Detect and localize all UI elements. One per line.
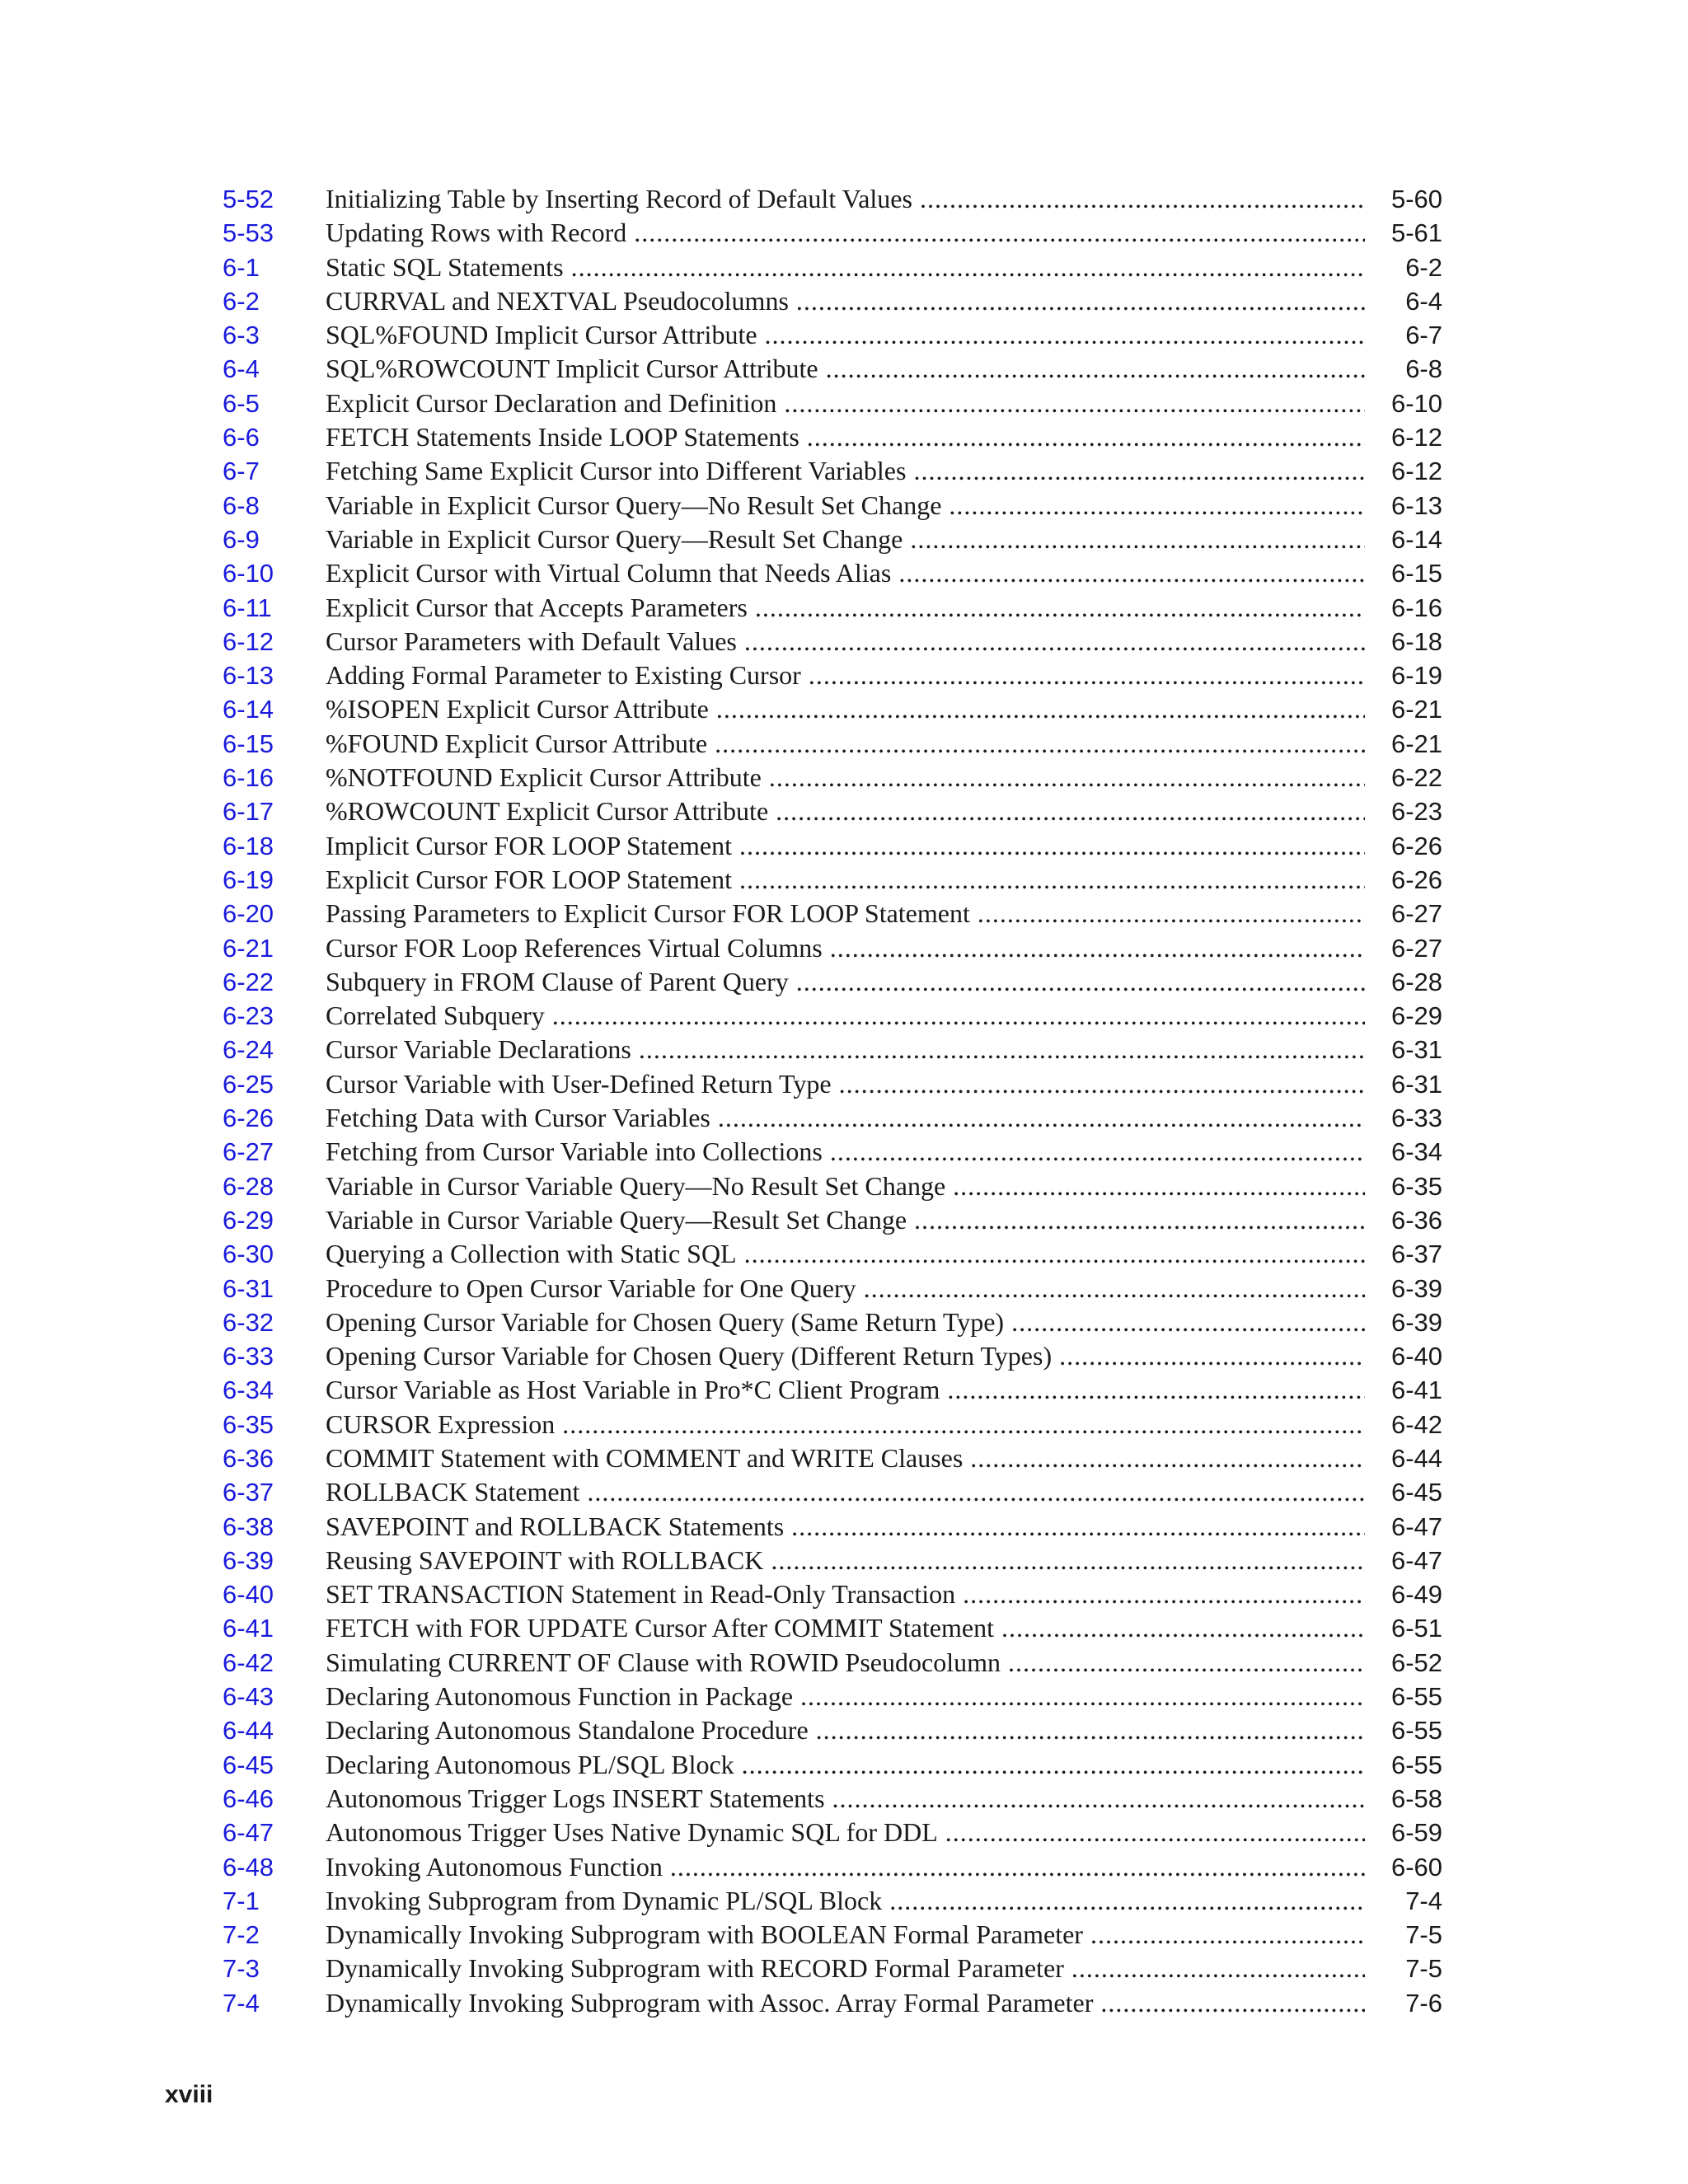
example-page-number: 6-42 <box>1390 1409 1442 1439</box>
example-page-number: 6-26 <box>1390 831 1442 860</box>
example-number-link[interactable]: 6-15 <box>223 729 274 758</box>
example-number-link[interactable]: 6-24 <box>223 1035 274 1065</box>
toc-entry[interactable] <box>223 965 1442 999</box>
example-title: Declaring Autonomous Function in Package ..... <box>326 1680 1365 1713</box>
toc-entry[interactable] <box>223 1373 1442 1407</box>
toc-entry[interactable] <box>223 897 1442 930</box>
example-title: Variable in Explicit Cursor Query—Result Set Change ..... <box>326 523 1365 556</box>
toc-entry[interactable] <box>223 489 1442 523</box>
example-page-number: 6-41 <box>1390 1376 1442 1405</box>
example-number-link[interactable]: 6-14 <box>223 695 274 724</box>
example-title: Fetching Data with Cursor Variables ..... <box>326 1101 1365 1135</box>
example-title: FETCH Statements Inside LOOP Statements ..... <box>326 420 1365 454</box>
toc-entry[interactable] <box>223 1884 1442 1918</box>
example-title: Declaring Autonomous PL/SQL Block ..... <box>326 1748 1365 1782</box>
toc-entry[interactable] <box>223 761 1442 794</box>
example-number-link[interactable]: 6-22 <box>223 967 274 996</box>
example-title: Invoking Subprogram from Dynamic PL/SQL Block ..... <box>326 1884 1365 1918</box>
example-title: Explicit Cursor with Virtual Column that Needs Alias ..... <box>326 556 1365 590</box>
example-page-number: 6-2 <box>1405 252 1442 282</box>
example-title: Explicit Cursor that Accepts Parameters ..... <box>326 591 1365 625</box>
example-title: Cursor Parameters with Default Values ..... <box>326 625 1365 658</box>
example-number-link[interactable]: 6-13 <box>223 661 274 691</box>
example-title: Autonomous Trigger Logs INSERT Statements ..... <box>326 1782 1365 1816</box>
toc-entry[interactable] <box>223 931 1442 965</box>
example-number-link[interactable]: 6-35 <box>223 1409 274 1439</box>
example-page-number: 6-13 <box>1390 490 1442 520</box>
example-title: SQL%FOUND Implicit Cursor Attribute ..... <box>326 318 1365 352</box>
toc-entry[interactable] <box>223 1646 1442 1680</box>
toc-entry[interactable] <box>223 1577 1442 1611</box>
example-title: Declaring Autonomous Standalone Procedure ..... <box>326 1713 1365 1747</box>
example-page-number: 7-4 <box>1405 1886 1442 1915</box>
example-number-link[interactable]: 6-17 <box>223 797 274 827</box>
toc-entry[interactable] <box>223 1408 1442 1441</box>
example-title: Static SQL Statements ..... <box>326 251 1365 284</box>
example-title: Explicit Cursor FOR LOOP Statement ..... <box>326 863 1365 897</box>
toc-entry[interactable] <box>223 216 1442 250</box>
example-number-link[interactable]: 6-45 <box>223 1750 274 1779</box>
example-number-link[interactable]: 6-37 <box>223 1478 274 1507</box>
example-page-number: 6-39 <box>1390 1307 1442 1337</box>
example-page-number: 6-31 <box>1390 1069 1442 1099</box>
example-page-number: 6-33 <box>1390 1104 1442 1133</box>
example-page-number: 6-59 <box>1390 1818 1442 1848</box>
example-page-number: 6-12 <box>1390 423 1442 452</box>
example-title: Updating Rows with Record ..... <box>326 216 1365 250</box>
toc-entry[interactable] <box>223 591 1442 625</box>
example-title: Adding Formal Parameter to Existing Cursor ..... <box>326 658 1365 692</box>
example-number-link[interactable]: 6-5 <box>223 388 260 418</box>
example-page-number: 7-5 <box>1405 1954 1442 1984</box>
toc-entry[interactable] <box>223 1510 1442 1544</box>
example-title: Opening Cursor Variable for Chosen Query (Different Return Types) ..... <box>326 1339 1365 1373</box>
toc-entry[interactable] <box>223 387 1442 420</box>
example-page-number: 6-4 <box>1405 286 1442 316</box>
example-page-number: 6-22 <box>1390 763 1442 793</box>
example-title: SQL%ROWCOUNT Implicit Cursor Attribute ..... <box>326 352 1365 386</box>
example-number-link[interactable]: 6-27 <box>223 1137 274 1167</box>
example-number-link[interactable]: 6-41 <box>223 1614 274 1643</box>
toc-entry[interactable] <box>223 625 1442 658</box>
example-number-link[interactable]: 7-3 <box>223 1954 260 1984</box>
example-page-number: 6-8 <box>1405 354 1442 384</box>
example-page-number: 6-37 <box>1390 1240 1442 1269</box>
toc-entry[interactable] <box>223 1952 1442 1985</box>
example-title: Passing Parameters to Explicit Cursor FOR LOOP Statement ..... <box>326 897 1365 930</box>
toc-entry[interactable] <box>223 1816 1442 1849</box>
example-number-link[interactable]: 6-21 <box>223 933 274 963</box>
example-number-link[interactable]: 6-28 <box>223 1171 274 1201</box>
example-title: Querying a Collection with Static SQL ..... <box>326 1237 1365 1271</box>
example-title: COMMIT Statement with COMMENT and WRITE Clauses ..... <box>326 1441 1365 1475</box>
example-title: Invoking Autonomous Function ..... <box>326 1850 1365 1884</box>
toc-entry[interactable] <box>223 454 1442 488</box>
toc-entry[interactable] <box>223 1850 1442 1884</box>
toc-entry[interactable] <box>223 352 1442 386</box>
example-number-link[interactable]: 6-8 <box>223 490 260 520</box>
example-page-number: 6-10 <box>1390 388 1442 418</box>
toc-entry[interactable] <box>223 1918 1442 1952</box>
example-page-number: 6-55 <box>1390 1750 1442 1779</box>
example-page-number: 6-60 <box>1390 1852 1442 1882</box>
example-number-link[interactable]: 6-3 <box>223 321 260 350</box>
toc-entry[interactable] <box>223 1033 1442 1066</box>
example-title: Procedure to Open Cursor Variable for One Query ..... <box>326 1272 1365 1305</box>
example-page-number: 6-27 <box>1390 933 1442 963</box>
toc-entry[interactable] <box>223 1680 1442 1713</box>
example-number-link[interactable]: 6-10 <box>223 559 274 588</box>
example-title: CURRVAL and NEXTVAL Pseudocolumns ..... <box>326 284 1365 318</box>
toc-entry[interactable] <box>223 863 1442 897</box>
example-page-number: 6-21 <box>1390 729 1442 758</box>
example-number-link[interactable]: 5-52 <box>223 185 274 213</box>
example-title: Cursor Variable Declarations ..... <box>326 1033 1365 1066</box>
example-number-link[interactable]: 6-39 <box>223 1545 274 1575</box>
example-title: %FOUND Explicit Cursor Attribute ..... <box>326 727 1365 761</box>
toc-entry[interactable] <box>223 1237 1442 1271</box>
example-number-link[interactable]: 6-25 <box>223 1069 274 1099</box>
example-page-number: 6-18 <box>1390 626 1442 656</box>
example-number-link[interactable]: 6-16 <box>223 763 274 793</box>
toc-entry[interactable] <box>223 999 1442 1033</box>
toc-entry[interactable] <box>223 794 1442 828</box>
toc-entry[interactable] <box>223 318 1442 352</box>
example-page-number: 6-55 <box>1390 1716 1442 1746</box>
toc-entry[interactable] <box>223 727 1442 761</box>
example-page-number: 6-14 <box>1390 524 1442 554</box>
example-title: %NOTFOUND Explicit Cursor Attribute ..... <box>326 761 1365 794</box>
example-number-link[interactable]: 6-33 <box>223 1342 274 1371</box>
example-page-number: 6-55 <box>1390 1682 1442 1712</box>
example-number-link[interactable]: 6-26 <box>223 1104 274 1133</box>
example-number-link[interactable]: 6-19 <box>223 865 274 894</box>
example-number-link[interactable]: 6-48 <box>223 1852 274 1882</box>
toc-entry[interactable] <box>223 1272 1442 1305</box>
list-of-examples <box>223 182 1442 2020</box>
toc-entry[interactable] <box>223 692 1442 726</box>
example-title: Simulating CURRENT OF Clause with ROWID Pseudocolumn ..... <box>326 1646 1365 1680</box>
toc-entry[interactable] <box>223 523 1442 556</box>
example-number-link[interactable]: 6-44 <box>223 1716 274 1746</box>
example-number-link[interactable]: 6-6 <box>223 423 260 452</box>
example-number-link[interactable]: 6-47 <box>223 1818 274 1848</box>
toc-entry[interactable] <box>223 1067 1442 1101</box>
example-title: Fetching Same Explicit Cursor into Different Variables ..... <box>326 454 1365 488</box>
example-number-link[interactable]: 6-43 <box>223 1682 274 1712</box>
example-title: Dynamically Invoking Subprogram with Assoc. Array Formal Parameter ..... <box>326 1986 1365 2020</box>
toc-entry[interactable] <box>223 1135 1442 1169</box>
example-title: %ISOPEN Explicit Cursor Attribute ..... <box>326 692 1365 726</box>
example-number-link[interactable]: 6-20 <box>223 899 274 929</box>
example-title: SET TRANSACTION Statement in Read-Only Transaction ..... <box>326 1577 1365 1611</box>
example-page-number: 7-6 <box>1405 1988 1442 2018</box>
example-page-number: 5-60 <box>1390 185 1442 213</box>
example-number-link[interactable]: 6-12 <box>223 626 274 656</box>
toc-entry[interactable] <box>223 1782 1442 1816</box>
example-title: Cursor FOR Loop References Virtual Columns ..... <box>326 931 1365 965</box>
toc-entry[interactable] <box>223 1339 1442 1373</box>
example-page-number: 6-39 <box>1390 1273 1442 1303</box>
example-title: Variable in Explicit Cursor Query—No Result Set Change ..... <box>326 489 1365 523</box>
example-number-link[interactable]: 6-46 <box>223 1783 274 1813</box>
example-page-number: 6-45 <box>1390 1478 1442 1507</box>
toc-entry[interactable] <box>223 1203 1442 1237</box>
example-title: CURSOR Expression ..... <box>326 1408 1365 1441</box>
example-page-number: 6-26 <box>1390 865 1442 894</box>
example-page-number: 6-58 <box>1390 1783 1442 1813</box>
toc-entry[interactable] <box>223 251 1442 284</box>
example-page-number: 6-35 <box>1390 1171 1442 1201</box>
example-page-number: 6-29 <box>1390 1001 1442 1031</box>
example-title: Variable in Cursor Variable Query—Result Set Change ..... <box>326 1203 1365 1237</box>
example-page-number: 6-40 <box>1390 1342 1442 1371</box>
toc-entry[interactable] <box>223 1544 1442 1577</box>
example-page-number: 6-23 <box>1390 797 1442 827</box>
toc-entry[interactable] <box>223 182 1442 216</box>
example-page-number: 6-19 <box>1390 661 1442 691</box>
example-title: Dynamically Invoking Subprogram with BOOLEAN Formal Parameter ..... <box>326 1918 1365 1952</box>
example-number-link[interactable]: 6-34 <box>223 1376 274 1405</box>
example-title: Cursor Variable as Host Variable in Pro*C Client Program ..... <box>326 1373 1365 1407</box>
toc-entry[interactable] <box>223 1169 1442 1203</box>
toc-entry[interactable] <box>223 1475 1442 1509</box>
example-number-link[interactable]: 6-36 <box>223 1443 274 1473</box>
example-page-number: 6-47 <box>1390 1545 1442 1575</box>
example-page-number: 6-47 <box>1390 1511 1442 1541</box>
example-title: Reusing SAVEPOINT with ROLLBACK ..... <box>326 1544 1365 1577</box>
example-page-number: 6-15 <box>1390 559 1442 588</box>
example-number-link[interactable]: 6-7 <box>223 457 260 486</box>
example-number-link[interactable]: 6-32 <box>223 1307 274 1337</box>
example-title: Fetching from Cursor Variable into Collections ..... <box>326 1135 1365 1169</box>
example-number-link[interactable]: 6-11 <box>223 593 272 622</box>
toc-entry[interactable] <box>223 556 1442 590</box>
toc-entry[interactable] <box>223 1101 1442 1135</box>
example-page-number: 7-5 <box>1405 1920 1442 1950</box>
example-number-link[interactable]: 6-1 <box>223 252 260 282</box>
toc-entry[interactable] <box>223 829 1442 863</box>
example-page-number: 6-31 <box>1390 1035 1442 1065</box>
example-number-link[interactable]: 7-1 <box>223 1886 260 1915</box>
example-title: Initializing Table by Inserting Record of Default Values ..... <box>326 182 1365 216</box>
toc-entry[interactable] <box>223 284 1442 318</box>
example-number-link[interactable]: 6-42 <box>223 1647 274 1677</box>
toc-entry[interactable] <box>223 1748 1442 1782</box>
example-number-link[interactable]: 6-23 <box>223 1001 274 1031</box>
example-number-link[interactable]: 5-53 <box>223 218 274 248</box>
example-page-number: 6-34 <box>1390 1137 1442 1167</box>
toc-entry[interactable] <box>223 658 1442 692</box>
example-page-number: 6-12 <box>1390 457 1442 486</box>
example-title: Correlated Subquery ..... <box>326 999 1365 1033</box>
example-title: Variable in Cursor Variable Query—No Result Set Change ..... <box>326 1169 1365 1203</box>
example-title: %ROWCOUNT Explicit Cursor Attribute ..... <box>326 794 1365 828</box>
example-title: SAVEPOINT and ROLLBACK Statements ..... <box>326 1510 1365 1544</box>
example-number-link[interactable]: 6-2 <box>223 286 260 316</box>
example-number-link[interactable]: 6-40 <box>223 1580 274 1610</box>
example-page-number: 6-28 <box>1390 967 1442 996</box>
example-number-link[interactable]: 6-18 <box>223 831 274 860</box>
example-title: ROLLBACK Statement ..... <box>326 1475 1365 1509</box>
example-number-link[interactable]: 6-31 <box>223 1273 274 1303</box>
example-number-link[interactable]: 7-4 <box>223 1988 260 2018</box>
toc-entry[interactable] <box>223 1986 1442 2020</box>
example-title: Implicit Cursor FOR LOOP Statement ..... <box>326 829 1365 863</box>
page-number-footer: xviii <box>165 2081 213 2108</box>
example-title: Cursor Variable with User-Defined Return Type ..... <box>326 1067 1365 1101</box>
toc-entry[interactable] <box>223 1305 1442 1339</box>
toc-entry[interactable] <box>223 1713 1442 1747</box>
example-number-link[interactable]: 6-29 <box>223 1205 274 1235</box>
example-page-number: 6-49 <box>1390 1580 1442 1610</box>
example-number-link[interactable]: 6-9 <box>223 524 260 554</box>
example-number-link[interactable]: 6-38 <box>223 1511 274 1541</box>
example-number-link[interactable]: 7-2 <box>223 1920 260 1950</box>
example-page-number: 6-27 <box>1390 899 1442 929</box>
example-page-number: 6-51 <box>1390 1614 1442 1643</box>
example-title: Dynamically Invoking Subprogram with RECORD Formal Parameter ..... <box>326 1952 1365 1985</box>
example-title: FETCH with FOR UPDATE Cursor After COMMIT Statement ..... <box>326 1611 1365 1645</box>
example-page-number: 6-21 <box>1390 695 1442 724</box>
toc-entry[interactable] <box>223 1441 1442 1475</box>
example-title: Explicit Cursor Declaration and Definition ..... <box>326 387 1365 420</box>
example-number-link[interactable]: 6-4 <box>223 354 260 384</box>
example-page-number: 6-7 <box>1405 321 1442 350</box>
example-number-link[interactable]: 6-30 <box>223 1240 274 1269</box>
example-page-number: 5-61 <box>1390 218 1442 248</box>
example-title: Autonomous Trigger Uses Native Dynamic SQL for DDL ..... <box>326 1816 1365 1849</box>
example-page-number: 6-44 <box>1390 1443 1442 1473</box>
example-page-number: 6-52 <box>1390 1647 1442 1677</box>
example-title: Opening Cursor Variable for Chosen Query (Same Return Type) ..... <box>326 1305 1365 1339</box>
example-title: Subquery in FROM Clause of Parent Query ..... <box>326 965 1365 999</box>
toc-entry[interactable] <box>223 1611 1442 1645</box>
toc-entry[interactable] <box>223 420 1442 454</box>
example-page-number: 6-16 <box>1390 593 1442 622</box>
example-page-number: 6-36 <box>1390 1205 1442 1235</box>
